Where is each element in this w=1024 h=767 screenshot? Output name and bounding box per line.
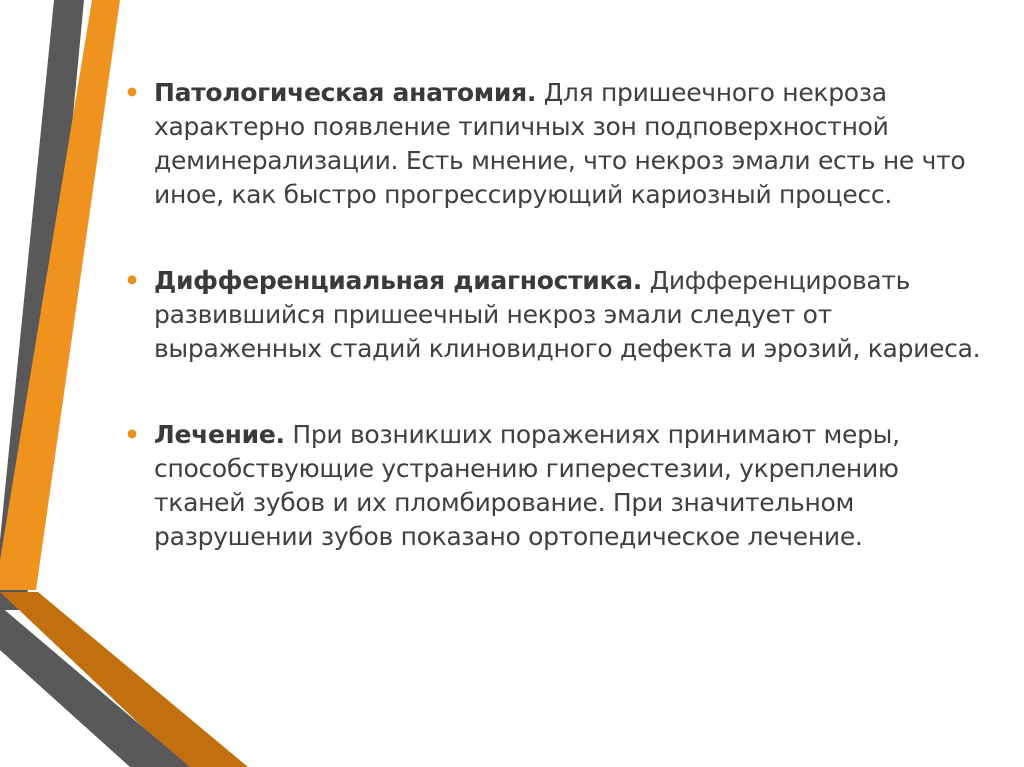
bullet-text: Для пришеечного некроза характерно появление типичных зон подповерхностной деминерализации. Есть мнение, что некроз эмали есть не что иное, как быстро прогрессирующий кариозный процесс. — [154, 78, 966, 209]
bullet-marker: • — [124, 266, 140, 295]
bullet-text: Дифференцировать развившийся пришеечный некроз эмали следует от выраженных стадий клиновидного дефекта и эрозий, кариеса. — [154, 266, 981, 363]
bullet-item-pathological-anatomy — [124, 76, 984, 212]
bullet-term: Лечение. — [154, 420, 285, 449]
bullet-item-differential-diagnosis — [124, 264, 984, 366]
bullet-term: Патологическая анатомия. — [154, 78, 537, 107]
bullet-item-treatment — [124, 418, 984, 554]
bullet-list — [124, 76, 984, 554]
bullet-term: Дифференциальная диагностика. — [154, 266, 642, 295]
bullet-text: При возникших поражениях принимают меры, способствующие устранению гиперестезии, укреплению тканей зубов и их пломбирование. При значительном разрушении зубов показано ортопедическое лечение. — [154, 420, 900, 551]
bullet-marker: • — [124, 78, 140, 107]
bullet-marker: • — [124, 420, 140, 449]
